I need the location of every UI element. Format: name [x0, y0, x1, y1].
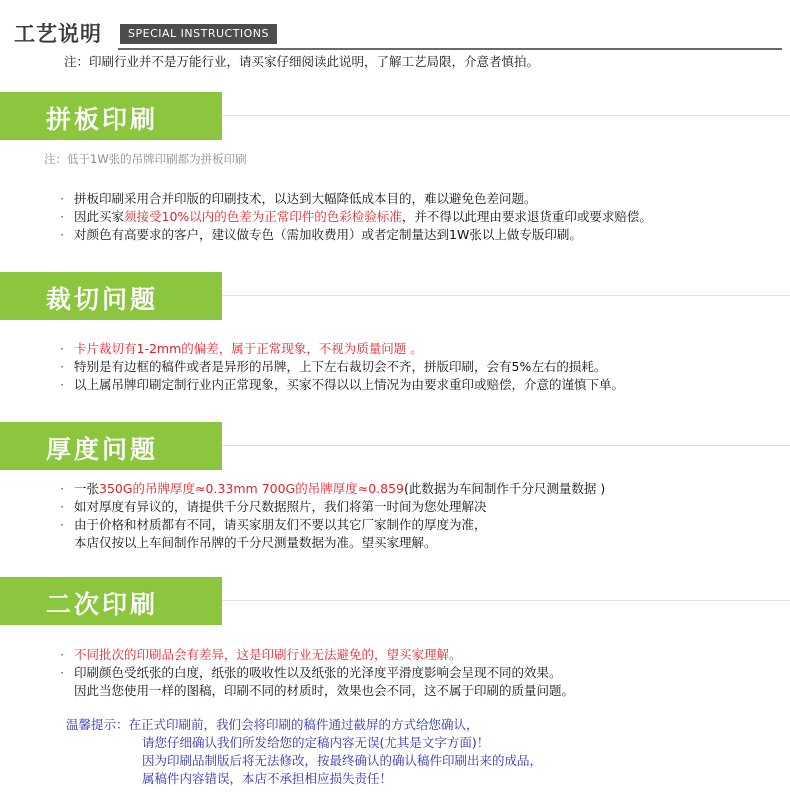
- tip-line: 因为印刷品制版后将无法修改，按最终确认的确认稿件印刷出来的成品，: [142, 753, 543, 768]
- section-list-3: [60, 480, 605, 552]
- section-title: 厚度问题: [46, 435, 159, 464]
- top-note: 注：印刷行业并不是万能行业，请买家仔细阅读此说明，了解工艺局限，介意者慎拍。: [64, 54, 540, 69]
- emphasis-text: 须接受10%以内的色差为正常印件的色彩检验标准: [124, 209, 402, 224]
- page-title: 工艺说明: [14, 22, 102, 46]
- page-header: [0, 18, 790, 52]
- warm-tip: [66, 716, 542, 788]
- emphasis-text: 不同批次的印刷品会有差异，这是印刷行业无法避免的，望买家理解。: [74, 647, 462, 662]
- section-banner-4: [0, 577, 222, 625]
- emphasis-text: 卡片裁切有1-2mm的偏差，属于正常现象，不视为质量问题 。: [74, 341, 423, 356]
- emphasis-text: 350G的吊牌厚度≈0.33mm 700G的吊牌厚度≈0.859: [99, 481, 404, 496]
- section-title: 裁切问题: [46, 285, 159, 314]
- list-item-continuation: 因此当您使用一样的图稿，印刷不同的材质时，效果也会不同，这不属于印刷的质量问题。: [74, 683, 575, 698]
- section-title: 二次印刷: [46, 590, 159, 619]
- section-banner-2: [0, 272, 222, 320]
- list-item: · 对颜色有高要求的客户，建议做专色（需加收费用）或者定制量达到1W张以上做专版印刷。: [60, 227, 582, 242]
- section-banner-1: [0, 92, 222, 140]
- list-item: · 以上属吊牌印刷定制行业内正常现象，买家不得以以上情况为由要求重印或赔偿，介意的谨慎下单。: [60, 377, 625, 392]
- section-note: 注：低于1W张的吊牌印刷都为拼板印刷: [44, 152, 247, 166]
- section-banner-3: [0, 422, 222, 470]
- list-item: · 如对厚度有异议的，请提供千分尺数据照片，我们将第一时间为您处理解决: [60, 499, 487, 514]
- list-item: · 一张350G的吊牌厚度≈0.33mm 700G的吊牌厚度≈0.859(此数据为车间制作千分尺测量数据 ): [60, 481, 606, 496]
- tip-line: 温馨提示：在正式印刷前，我们会将印刷的稿件通过截屏的方式给您确认，: [66, 717, 479, 732]
- list-item: · 卡片裁切有1-2mm的偏差，属于正常现象，不视为质量问题 。: [60, 341, 423, 356]
- section-list-1: [60, 190, 652, 244]
- list-item-continuation: 本店仅按以上车间制作吊牌的千分尺测量数据为准。望买家理解。: [74, 535, 437, 550]
- list-item: · 印刷颜色受纸张的白度，纸张的吸收性以及纸张的光泽度平滑度影响会呈现不同的效果。: [60, 665, 562, 680]
- header-rule: [118, 48, 782, 50]
- section-list-2: [60, 340, 624, 394]
- list-item: · 拼板印刷采用合并印版的印刷技术，以达到大幅降低成本目的，难以避免色差问题。: [60, 191, 537, 206]
- section-list-4: [60, 646, 574, 700]
- list-item: · 由于价格和材质都有不同，请买家朋友们不要以其它厂家制作的厚度为准，: [60, 517, 487, 532]
- section-title: 拼板印刷: [46, 105, 159, 134]
- tip-line: 属稿件内容错误，本店不承担相应损失责任！: [142, 771, 393, 786]
- header-tag: SPECIAL INSTRUCTIONS: [120, 24, 277, 44]
- list-item: · 因此买家须接受10%以内的色差为正常印件的色彩检验标准，并不得以此理由要求退货重印或要求赔偿。: [60, 209, 652, 224]
- tip-line: 请您仔细确认我们所发给您的定稿内容无误(尤其是文字方面)！: [142, 735, 490, 750]
- list-item: · 特别是有边框的稿件或者是异形的吊牌，上下左右裁切会不齐，拼版印刷，会有5%左右的损耗。: [60, 359, 607, 374]
- list-item: · 不同批次的印刷品会有差异，这是印刷行业无法避免的，望买家理解。: [60, 647, 462, 662]
